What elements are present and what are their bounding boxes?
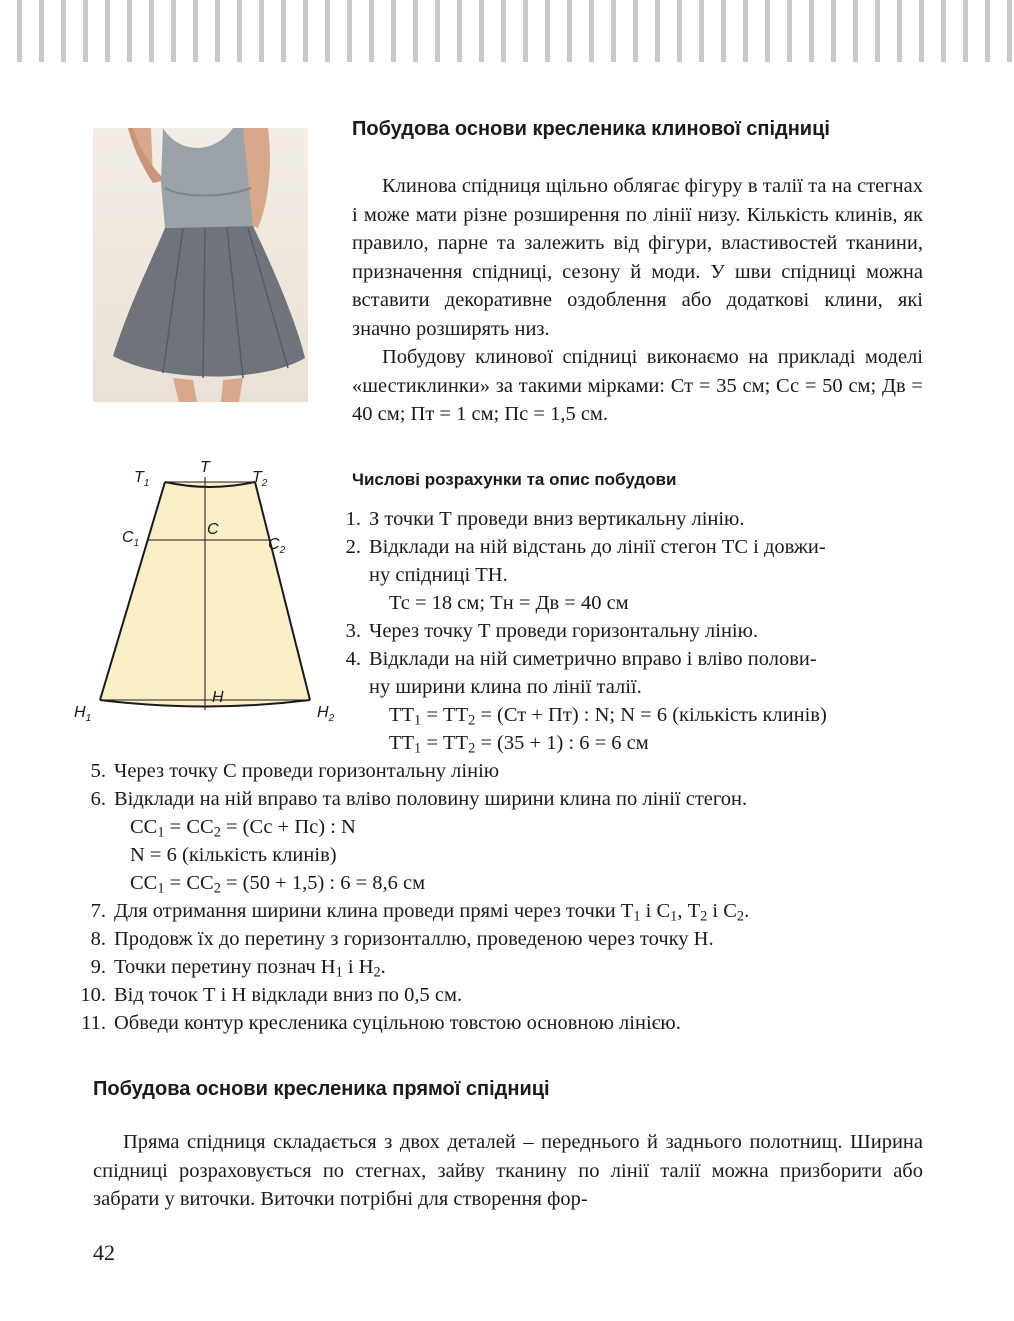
step-9: 9. Точки перетину познач $Н_1$ і $Н_2$. bbox=[90, 956, 386, 981]
skirt-photo-image bbox=[93, 128, 308, 402]
section1-title: Побудова основи кресленика клинової спідниці bbox=[352, 118, 830, 140]
step-4-cont: ну ширини клина по лінії талії. bbox=[369, 676, 642, 698]
step-3: 3. Через точку Т проведи горизонтальну лінію. bbox=[345, 620, 759, 642]
step-4: 4. Відклади на ній симетрично вправо і вліво полови- bbox=[345, 648, 817, 670]
skirt-pattern-diagram bbox=[70, 455, 350, 735]
step-8: 8. Продовж їх до перетину з горизонталлю, проведеною через точку Н. bbox=[90, 928, 714, 950]
skirt-photo bbox=[93, 128, 308, 402]
page-number: 42 bbox=[93, 1240, 115, 1265]
step-10: 10. Від точок Т і Н відклади вниз по 0,5 см. bbox=[80, 984, 463, 1006]
section1-paragraph-1: Клинова спідниця щільно облягає фігуру в талії та на стегнах і може мати різне розширення по лінії низу. Кількість клинів, як правило, парне та залежить від фігури, властивостей тканини, призначення спідниці, сезону й моди. У шви спідниці можна вставити декоративне оздоблення або додаткові клини, які значно розширять низ. bbox=[352, 175, 923, 340]
section1-body bbox=[352, 172, 923, 429]
section2-title: Побудова основи кресленика прямої спідниці bbox=[93, 1078, 550, 1100]
label-h1: $H_1$ bbox=[74, 704, 92, 724]
step-11: 11. Обведи контур кресленика суцільною товстою основною лінією. bbox=[81, 1012, 681, 1034]
step-5: 5. Через точку С проведи горизонтальну лінію bbox=[90, 760, 500, 782]
label-h: H bbox=[212, 689, 224, 706]
step-6-formula-2: N = 6 (кількість клинів) bbox=[130, 844, 337, 866]
step-4-formula-1: $ТТ_1 = ТТ_2 = (Ст + Пт)$ : N; N = 6 (кількість клинів) bbox=[389, 704, 827, 729]
label-c1: $C_1$ bbox=[122, 529, 140, 549]
step-4-formula-2: $ТТ_1 = ТТ_2 = (35 + 1)$ : 6 = 6 см bbox=[389, 732, 649, 757]
step-7: 7. Для отримання ширини клина проведи прямі через точки $Т_1$ і $С_1$, $Т_2$ і $С_2$. bbox=[90, 900, 750, 925]
header-stripes bbox=[0, 0, 1014, 62]
calculations-subheading: Числові розрахунки та опис побудови bbox=[352, 470, 677, 489]
section2-paragraph-1: Пряма спідниця складається з двох деталей – переднього й заднього полотнищ. Ширина спідниці розраховується по стегнах, зайву тканину по лінії талії можна призборити або забрати у виточки. Виточки потрібні для створення фор- bbox=[93, 1131, 923, 1210]
section2-body bbox=[93, 1128, 923, 1214]
label-c2: $C_2$ bbox=[268, 536, 286, 556]
label-t2: $T_2$ bbox=[252, 469, 268, 489]
label-t: T bbox=[200, 459, 210, 476]
label-t1: $T_1$ bbox=[134, 469, 150, 489]
step-2: 2. Відклади на ній відстань до лінії стегон ТС і довжи- bbox=[345, 536, 826, 558]
step-1: 1. З точки Т проведи вниз вертикальну лінію. bbox=[345, 508, 745, 530]
step-6-formula-1: $СС_1 = СС_2 = (Сс + Пс)$ : N bbox=[130, 816, 356, 841]
step-6: 6. Відклади на ній вправо та вліво половину ширини клина по лінії стегон. bbox=[90, 788, 748, 810]
step-2-cont: ну спідниці ТН. bbox=[369, 564, 508, 586]
label-c: C bbox=[207, 521, 219, 538]
label-h2: $H_2$ bbox=[317, 704, 335, 724]
step-2-formula: Тс = 18 см; Тн = Дв = 40 см bbox=[389, 592, 629, 614]
step-6-formula-3: $СС_1 = СС_2 = (50 + 1,5)$ : 6 = 8,6 см bbox=[130, 872, 426, 897]
section1-paragraph-2: Побудову клинової спідниці виконаємо на прикладі моделі «шестиклинки» за такими мірками: Ст = 35 см; Сс = 50 см; Дв = 40 см; Пт = 1 см; Пс = 1,5 см. bbox=[352, 346, 923, 425]
